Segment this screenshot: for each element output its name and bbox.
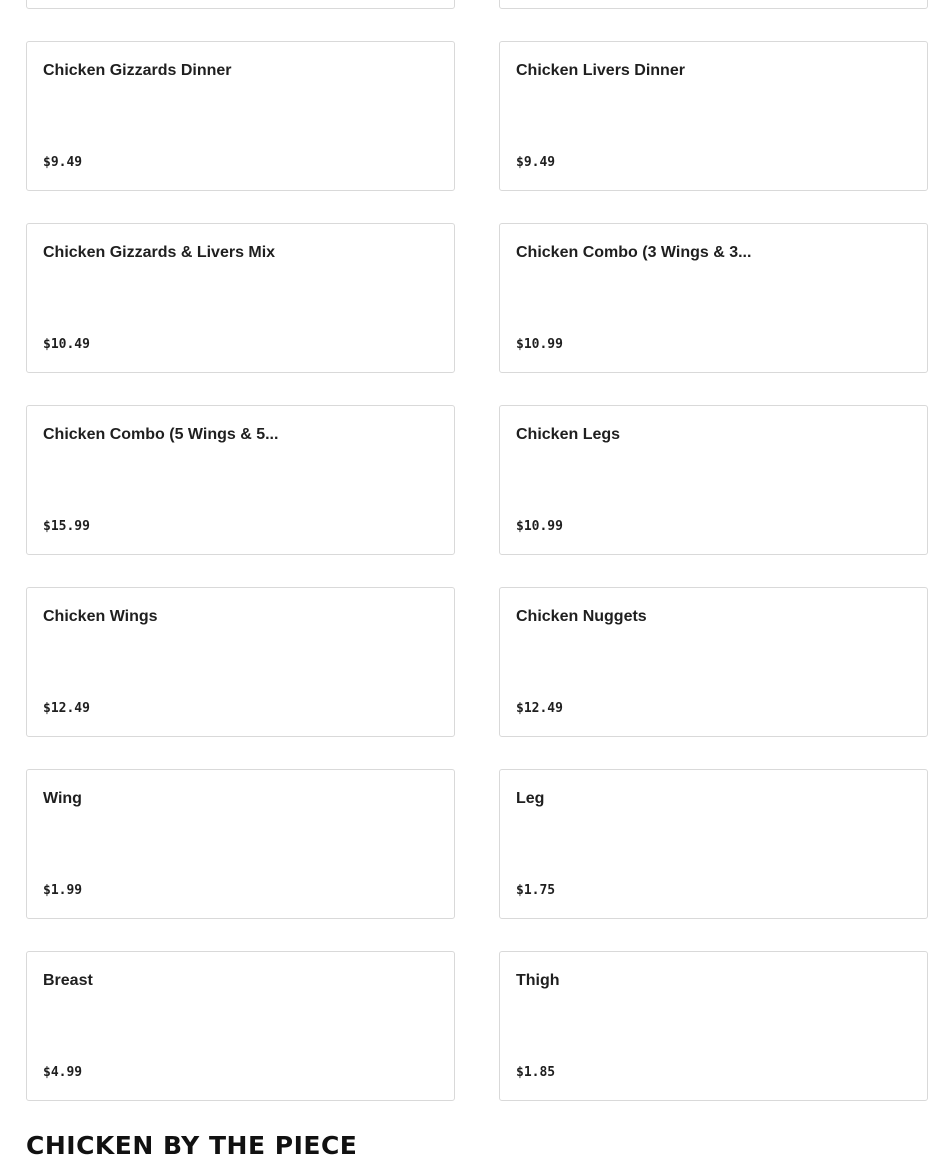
menu-item-card[interactable] [26, 587, 455, 737]
menu-item-price: $12.49 [516, 701, 563, 716]
menu-item-price: $1.75 [516, 883, 556, 898]
menu-item-card[interactable] [499, 587, 928, 737]
menu-item-price: $10.99 [516, 519, 563, 534]
section-heading: CHICKEN BY THE PIECE [26, 1131, 358, 1160]
menu-item-card[interactable] [26, 769, 455, 919]
menu-item-name: Leg [516, 790, 545, 807]
menu-item-card-partial[interactable] [499, 0, 928, 9]
menu-item-name: Wing [43, 790, 82, 807]
menu-item-price: $9.49 [43, 155, 83, 170]
menu-item-card[interactable] [499, 41, 928, 191]
menu-item-card-partial[interactable] [26, 0, 455, 9]
menu-item-name: Chicken Combo (3 Wings & 3... [516, 244, 752, 261]
menu-item-name: Chicken Nuggets [516, 608, 647, 625]
menu-item-price: $10.99 [516, 337, 563, 352]
menu-item-name: Chicken Combo (5 Wings & 5... [43, 426, 279, 443]
menu-item-price: $9.49 [516, 155, 556, 170]
menu-item-price: $1.99 [43, 883, 83, 898]
menu-item-card[interactable] [499, 951, 928, 1101]
menu-item-card[interactable] [499, 223, 928, 373]
menu-item-price: $10.49 [43, 337, 90, 352]
menu-item-card[interactable] [499, 405, 928, 555]
menu-item-card[interactable] [26, 405, 455, 555]
menu-item-name: Chicken Gizzards Dinner [43, 62, 232, 79]
menu-item-price: $12.49 [43, 701, 90, 716]
menu-item-name: Thigh [516, 972, 560, 989]
menu-item-price: $4.99 [43, 1065, 83, 1080]
menu-item-card[interactable] [26, 223, 455, 373]
menu-item-price: $15.99 [43, 519, 90, 534]
menu-item-name: Breast [43, 972, 93, 989]
menu-item-card[interactable] [26, 41, 455, 191]
menu-item-card[interactable] [26, 951, 455, 1101]
menu-item-name: Chicken Wings [43, 608, 158, 625]
menu-item-name: Chicken Legs [516, 426, 621, 443]
menu-item-name: Chicken Gizzards & Livers Mix [43, 244, 276, 261]
menu-item-name: Chicken Livers Dinner [516, 62, 685, 79]
menu-item-card[interactable] [499, 769, 928, 919]
menu-item-price: $1.85 [516, 1065, 556, 1080]
